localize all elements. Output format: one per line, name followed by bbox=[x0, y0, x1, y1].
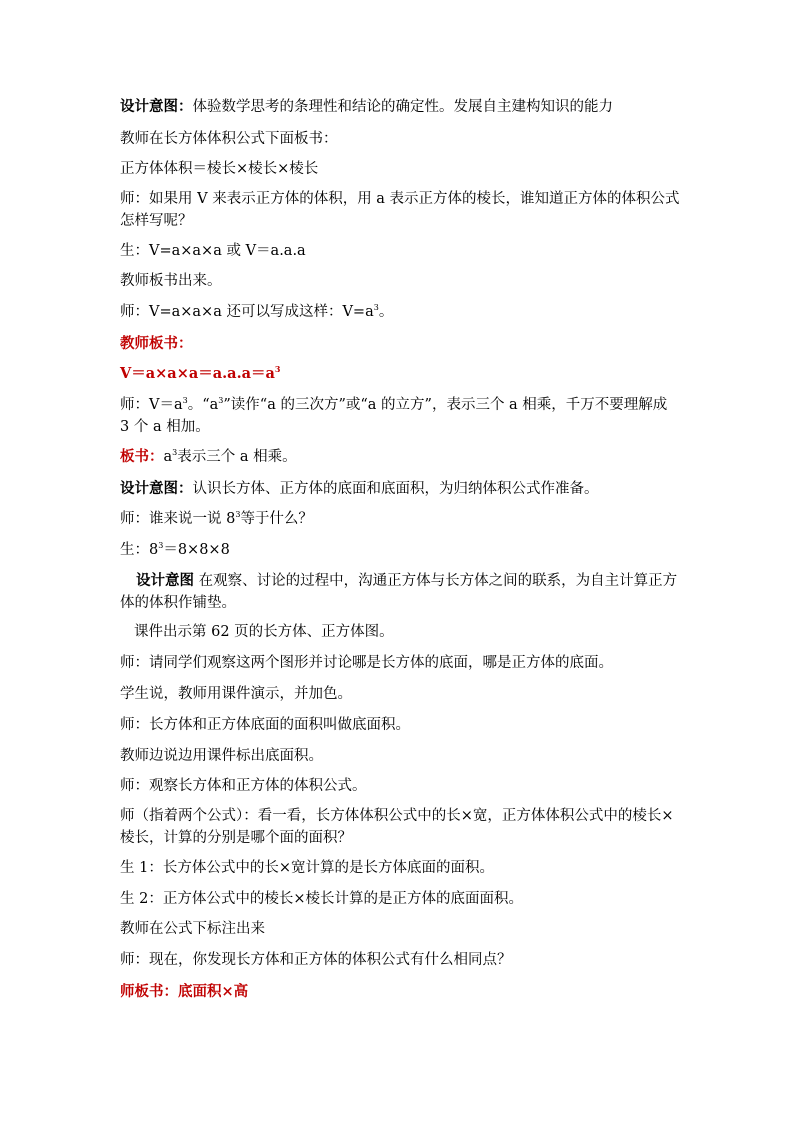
teacher-ask-eight-cubed bbox=[120, 508, 680, 530]
student-demo-note: 学生说，教师用课件演示，并加色。 bbox=[120, 686, 352, 702]
text-segment: V＝a×a×a＝a.a.a＝a bbox=[120, 365, 275, 382]
text-segment: 表示三个 a 相乘。 bbox=[177, 449, 297, 465]
teacher-reading-explanation bbox=[120, 394, 680, 438]
design-intent-label: 设计意图： bbox=[120, 480, 193, 497]
design-intent-text: 在观察、讨论的过程中，沟通正方体与长方体之间的联系，为自主计算正方体的体积作铺垫。 bbox=[120, 573, 678, 611]
superscript: 3 bbox=[218, 396, 224, 405]
teacher-board-note: 教师在长方体体积公式下面板书： bbox=[120, 131, 338, 147]
superscript: 3 bbox=[182, 396, 188, 405]
design-intent-text: 认识长方体、正方体的底面和底面积，为归纳体积公式作准备。 bbox=[192, 481, 599, 497]
student2-answer: 生 2：正方体公式中的棱长×棱长计算的是正方体的底面面积。 bbox=[120, 891, 523, 907]
teacher-writes-note: 教师板书出来。 bbox=[120, 273, 222, 289]
student-answer-formula: 生：V=a×a×a 或 V＝a.a.a bbox=[120, 243, 306, 259]
teacher-compare-formulas: 师（指着两个公式）：看一看，长方体体积公式中的长×宽，正方体体积公式中的棱长×棱长，计算的分别是哪个面的面积？ bbox=[120, 808, 674, 846]
student1-answer: 生 1：长方体公式中的长×宽计算的是长方体底面的面积。 bbox=[120, 860, 494, 876]
text-segment: 师：V＝a bbox=[120, 397, 183, 413]
text-segment: 等于什么？ bbox=[240, 511, 313, 527]
teacher-question-formula: 师：如果用 V 来表示正方体的体积，用 a 表示正方体的棱长，谁知道正方体的体积公式怎样写呢？ bbox=[120, 191, 680, 229]
design-intent-text: 体验数学思考的条理性和结论的确定性。发展自主建构知识的能力 bbox=[192, 99, 613, 115]
courseware-figure-note: 课件出示第 62 页的长方体、正方体图。 bbox=[134, 624, 394, 640]
design-intent-2 bbox=[120, 478, 680, 500]
text-segment: ”读作“a 的三次方”或“a 的立方”，表示三个 a 相乘，千万不要理解成 3 个 a 相加。 bbox=[120, 397, 668, 435]
board-note-cube bbox=[120, 446, 680, 468]
teacher-cube-power-line bbox=[120, 301, 680, 323]
text-segment: 。“a bbox=[187, 397, 219, 413]
text-segment: 生：8 bbox=[120, 542, 159, 558]
design-intent-1 bbox=[120, 96, 680, 118]
text-segment: ＝8×8×8 bbox=[163, 542, 230, 558]
superscript: 3 bbox=[235, 510, 241, 519]
cube-volume-formula-text: 正方体体积＝棱长×棱长×棱长 bbox=[120, 161, 319, 177]
superscript: 3 bbox=[158, 541, 164, 550]
board-label: 板书： bbox=[120, 448, 164, 465]
superscript: 3 bbox=[172, 448, 178, 457]
teacher-board-final-formula: 师板书：底面积×高 bbox=[120, 983, 249, 1000]
design-intent-label: 设计意图： bbox=[120, 98, 193, 115]
text-segment: 。 bbox=[378, 304, 394, 320]
teacher-mark-base-area: 教师边说边用课件标出底面积。 bbox=[120, 748, 323, 764]
text-segment: 师：谁来说一说 8 bbox=[120, 511, 236, 527]
teacher-observe-formulas: 师：观察长方体和正方体的体积公式。 bbox=[120, 778, 367, 794]
design-intent-3 bbox=[120, 570, 680, 614]
teacher-base-area-def: 师：长方体和正方体底面的面积叫做底面积。 bbox=[120, 717, 410, 733]
text-segment: 师：V=a×a×a 还可以写成这样：V=a bbox=[120, 304, 374, 320]
text-segment: a bbox=[163, 449, 173, 465]
superscript: 3 bbox=[274, 364, 281, 374]
teacher-common-point-question: 师：现在，你发现长方体和正方体的体积公式有什么相同点？ bbox=[120, 952, 512, 968]
teacher-board-heading: 教师板书： bbox=[120, 335, 193, 352]
superscript: 3 bbox=[373, 303, 379, 312]
student-eight-cubed-answer bbox=[120, 539, 680, 561]
design-intent-label: 设计意图 bbox=[136, 572, 194, 589]
teacher-observe-base: 师：请同学们观察这两个图形并讨论哪是长方体的底面，哪是正方体的底面。 bbox=[120, 655, 613, 671]
board-formula bbox=[120, 363, 680, 385]
teacher-annotate-note: 教师在公式下标注出来 bbox=[120, 921, 265, 937]
